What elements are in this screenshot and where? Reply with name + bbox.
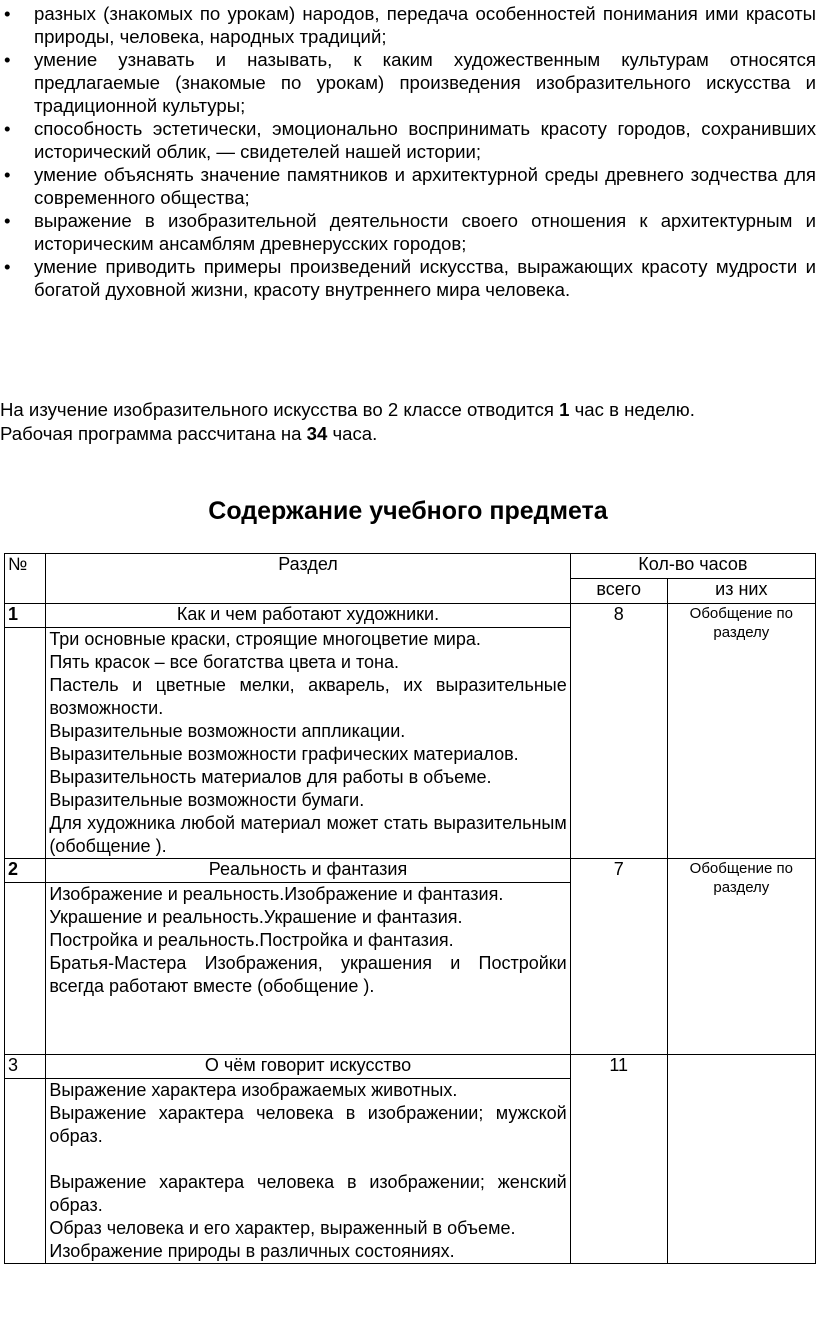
section-note [667,1055,815,1264]
hours-info [0,398,816,446]
section-topics [46,883,570,1055]
section-title-cell: О чём говорит искусство [46,1055,570,1079]
section-number: 2 [5,859,46,883]
topic-item: Выражение характера изображаемых животных. [49,1080,458,1100]
hours-per-week: На изучение изобразительного искусства во 2 классе отводится 1 час в неделю. [0,399,695,420]
topic-item: Выражение характера человека в изображении; мужской образ. [49,1103,567,1146]
topic-item: Братья-Мастера Изображения, украшения и Постройки всегда работают вместе (обобщение ). [49,953,567,996]
table-row [5,859,816,883]
table-row [5,604,816,628]
section-number: 3 [5,1055,46,1079]
bullet-icon: • [4,164,11,185]
topic-item: Пастель и цветные мелки, акварель, их выразительные возможности. [49,675,567,718]
topic-item: Образ человека и его характер, выраженный в объеме. [49,1218,516,1238]
topic-item: Выразительные возможности бумаги. [49,790,365,810]
bullet-icon: • [4,3,11,24]
bullet-item: • умение узнавать и называть, к каким художественным культурам относятся предлагаемые (знакомые по урокам) произведения изобразительного искусства и традиционной культуры; [4,49,816,116]
topic-item: Украшение и реальность.Украшение и фантазия. [49,907,463,927]
topic-item: Изображение природы в различных состояниях. [49,1241,455,1261]
section-note: Обобщение по разделу [667,604,815,859]
section-title: Содержание учебного предмета [208,497,608,525]
content-table [4,553,816,1264]
bullet-icon: • [4,118,11,139]
bullet-icon: • [4,256,11,277]
bullet-item: • умение объяснять значение памятников и архитектурной среды древнего зодчества для современного общества; [4,164,816,208]
bullet-icon: • [4,210,11,231]
section-topics [46,1079,570,1264]
col-number-header: № [5,554,46,604]
topic-item: Выражение характера человека в изображении; женский образ. [49,1172,567,1215]
spacer [49,1148,566,1171]
section-topics [46,628,570,859]
topic-item: Выразительные возможности аппликации. [49,721,406,741]
topic-item: Выразительные возможности графических материалов. [49,744,519,764]
section-total-hours: 8 [570,604,667,859]
section-title-cell: Реальность и фантазия [46,859,570,883]
topic-item: Пять красок – все богатства цвета и тона. [49,652,399,672]
col-hours-header: Кол-во часов [570,554,815,579]
bullet-item: • выражение в изобразительной деятельности своего отношения к архитектурным и историческим ансамблям древнерусских городов; [4,210,816,254]
topic-item: Изображение и реальность.Изображение и фантазия. [49,884,504,904]
topic-item: Для художника любой материал может стать выразительным (обобщение ). [49,813,567,856]
topic-item: Постройка и реальность.Постройка и фантазия. [49,930,454,950]
section-note: Обобщение по разделу [667,859,815,1055]
bullet-item: • разных (знакомых по урокам) народов, передача особенностей понимания ими красоты природы, человека, народных традиций; [4,3,816,47]
col-total-header: всего [570,579,667,604]
bullet-item: • способность эстетически, эмоционально воспринимать красоту городов, сохранивших исторический облик, — свидетелей нашей истории; [4,118,816,162]
col-of-them-header: из них [667,579,815,604]
section-total-hours: 7 [570,859,667,1055]
section-title-cell: Как и чем работают художники. [46,604,570,628]
topic-item: Выразительность материалов для работы в объеме. [49,767,492,787]
hours-total: Рабочая программа рассчитана на 34 часа. [0,423,378,444]
col-section-header: Раздел [46,554,570,604]
bullet-icon: • [4,49,11,70]
section-total-hours: 11 [570,1055,667,1264]
table-row [5,1055,816,1079]
bullet-list [0,2,816,301]
section-number: 1 [5,604,46,628]
bullet-item: • умение приводить примеры произведений искусства, выражающих красоту мудрости и богатой духовной жизни, красоту внутреннего мира человека. [4,256,816,300]
topic-item: Три основные краски, строящие многоцветие мира. [49,629,481,649]
